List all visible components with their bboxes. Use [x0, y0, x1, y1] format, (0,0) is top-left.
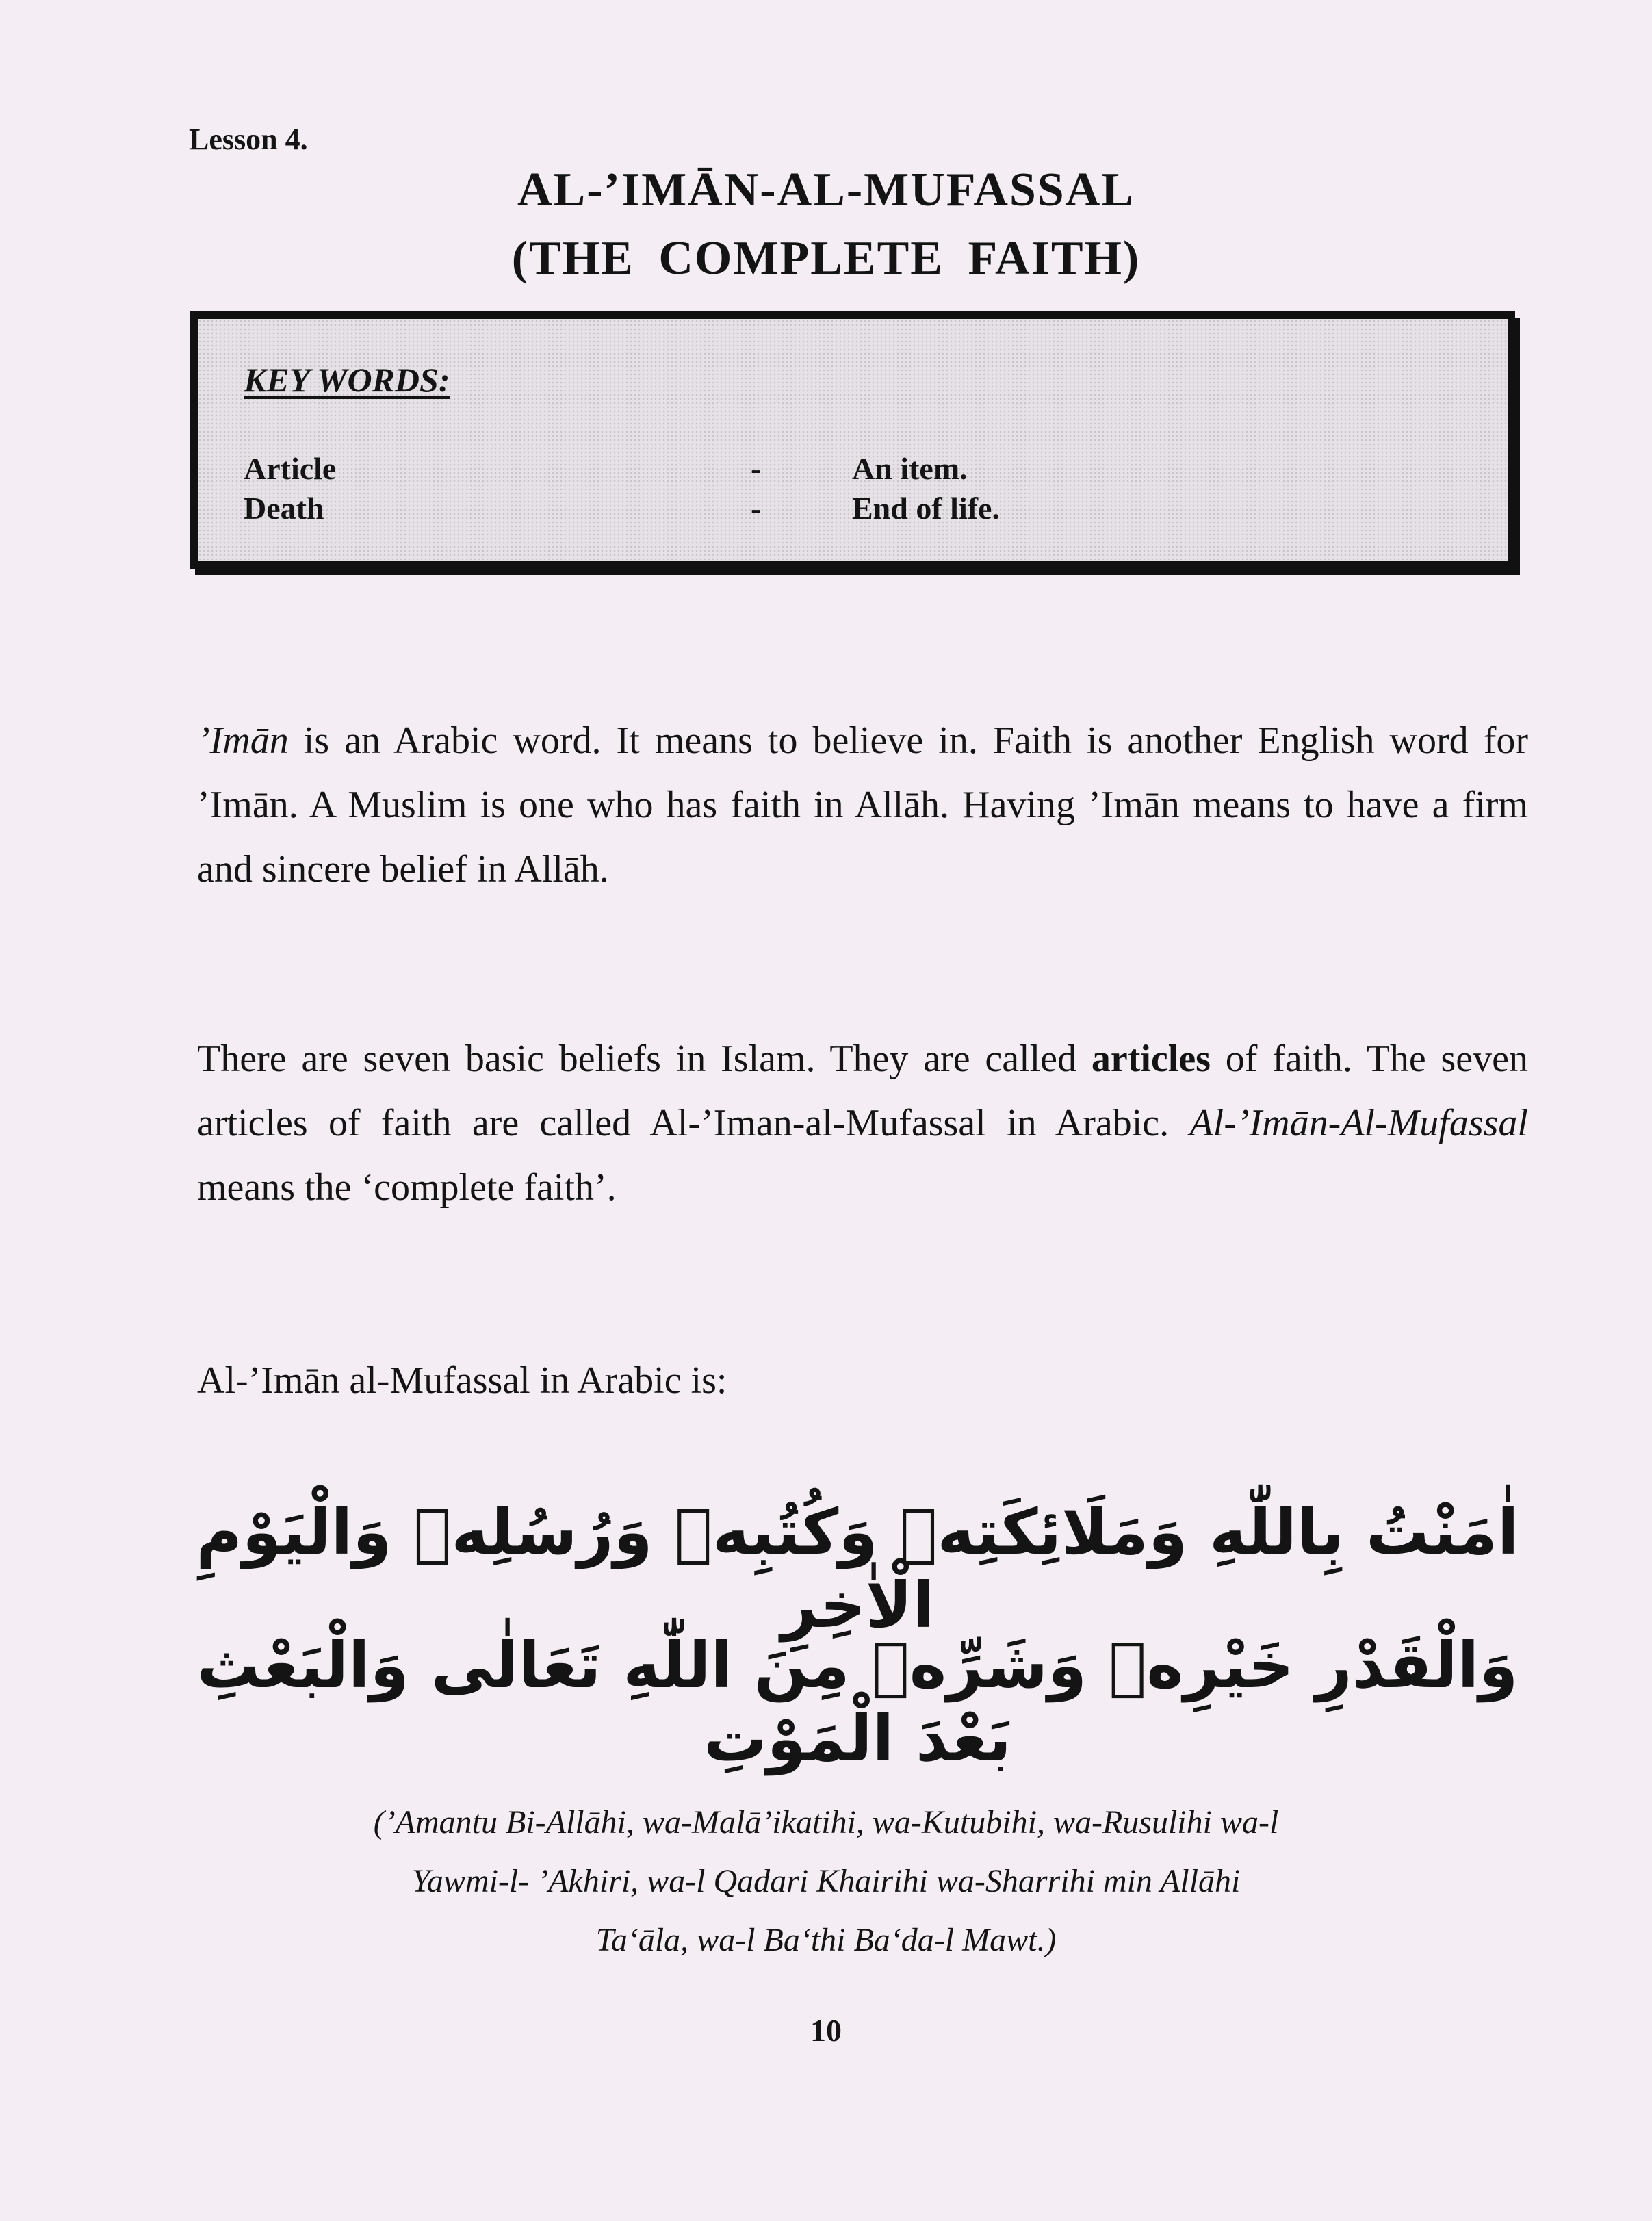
key-word-separator: -: [751, 451, 762, 486]
seven-beliefs-text-start: There are seven basic beliefs in Islam. They are called: [197, 1038, 1092, 1080]
paragraph-arabic-intro: Al-’Imān al-Mufassal in Arabic is:: [197, 1359, 727, 1402]
lesson-label: Lesson 4.: [189, 123, 308, 156]
key-word-row: [198, 450, 1508, 491]
key-word-definition: An item.: [852, 451, 968, 486]
lesson-subtitle: (THE COMPLETE FAITH): [511, 232, 1141, 285]
key-words-box: [190, 311, 1515, 569]
seven-beliefs-text-middle: of faith. The seven articles of faith are called Al-’Iman-al-Mufassal in Arabic.: [197, 1038, 1528, 1144]
page-number: 10: [810, 2013, 842, 2048]
key-word-definition: End of life.: [852, 491, 1000, 526]
iman-term: ’Imān: [197, 719, 289, 762]
key-words-heading: KEY WORDS:: [244, 361, 450, 399]
key-word-row: [198, 490, 1508, 531]
seven-beliefs-text-end: means the ‘complete faith’.: [197, 1166, 617, 1209]
key-word-term: Article: [244, 451, 337, 486]
arabic-text-line: وَالْقَدْرِ خَيْرِهٖ وَشَرِّهٖ مِنَ اللّٰهِ تَعَالٰى وَالْبَعْثِ بَعْدَ الْمَوْتِ: [196, 1629, 1519, 1775]
key-word-separator: -: [751, 491, 762, 526]
arabic-text-line: اٰمَنْتُ بِاللّٰهِ وَمَلَائِكَتِهٖ وَكُتُبِهٖ وَرُسُلِهٖ وَالْيَوْمِ الْاٰخِرِ: [196, 1495, 1519, 1642]
paragraph-seven-beliefs: [197, 1027, 1528, 1220]
transliteration-line: Ta‘āla, wa-l Ba‘thi Ba‘da-l Mawt.): [595, 1922, 1057, 1958]
transliteration-line: Yawmi-l- ’Akhiri, wa-l Qadari Khairihi wa-Sharrihi min Allāhi: [411, 1863, 1241, 1899]
complete-faith-term: Al-’Imān-Al-Mufassal: [1189, 1102, 1528, 1144]
key-word-term: Death: [244, 491, 324, 526]
transliteration-line: (’Amantu Bi-Allāhi, wa-Malā’ikatihi, wa-Kutubihi, wa-Rusulihi wa-l: [373, 1804, 1279, 1840]
articles-term: articles: [1091, 1038, 1211, 1080]
paragraph-iman-definition: [197, 708, 1528, 901]
iman-definition-text: is an Arabic word. It means to believe in. Faith is another English word for ’Imān. A Muslim is one who has faith in Allāh. Having ’Imān means to have a firm and sincere belief in Allāh.: [197, 719, 1528, 890]
lesson-title: AL-’IMĀN-AL-MUFASSAL: [517, 164, 1135, 216]
